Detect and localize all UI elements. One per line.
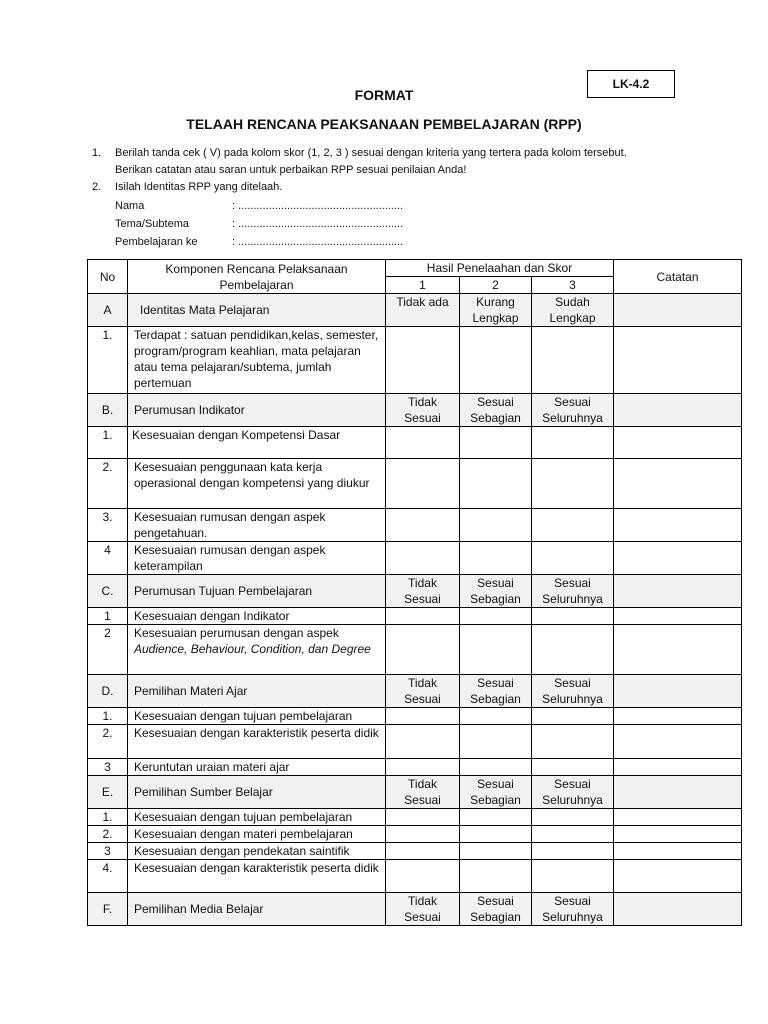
score-cell-3[interactable] (532, 542, 614, 575)
catatan-cell[interactable] (614, 575, 742, 608)
score-cell-3[interactable] (532, 427, 614, 459)
catatan-cell[interactable] (614, 843, 742, 860)
item-criterion (128, 459, 386, 509)
item-text: Kesesuaian dengan karakteristik peserta didik (134, 861, 379, 875)
item-criterion (128, 826, 386, 843)
score-cell-1[interactable] (386, 725, 460, 759)
score-cell-2[interactable] (460, 843, 532, 860)
score-cell-1[interactable] (386, 625, 460, 675)
score-cell-1[interactable] (386, 809, 460, 826)
item-number: 2. (88, 459, 128, 509)
item-criterion (128, 759, 386, 776)
page-title: FORMAT (354, 87, 414, 103)
score-cell-3[interactable] (532, 625, 614, 675)
item-criterion (128, 860, 386, 893)
table-row (88, 327, 742, 394)
item-number: 1 (88, 608, 128, 625)
header-score-2: 2 (460, 277, 532, 294)
item-text: Terdapat : satuan pendidikan,kelas, semester, program/program keahlian, mata pelajaran atau tema pelajaran/subtema, jumlah pertemuan (134, 328, 379, 390)
header-catatan: Catatan (614, 260, 742, 294)
score-cell-3[interactable] (532, 459, 614, 509)
table-body (88, 294, 742, 926)
section-row (88, 893, 742, 926)
score-cell-2[interactable] (460, 608, 532, 625)
item-criterion (128, 608, 386, 625)
instructions (92, 145, 732, 251)
table-row (88, 809, 742, 826)
section-title: Perumusan Indikator (128, 394, 386, 427)
score-cell-3[interactable] (532, 759, 614, 776)
catatan-cell[interactable] (614, 759, 742, 776)
item-text: Kesesuaian rumusan dengan aspek keterampilan (134, 543, 326, 573)
item-text: Keruntutan uraian materi ajar (134, 760, 290, 774)
section-title: Identitas Mata Pelajaran (128, 294, 386, 327)
item-text: Kesesuaian dengan tujuan pembelajaran (134, 709, 353, 723)
score-cell-1[interactable] (386, 759, 460, 776)
identity-field-pembelajaran[interactable] (92, 233, 732, 251)
item-text: Kesesuaian dengan karakteristik peserta didik (134, 726, 379, 740)
item-number: 3. (88, 509, 128, 542)
identity-field-tema[interactable] (92, 215, 732, 233)
table-row (88, 427, 742, 459)
catatan-cell[interactable] (614, 542, 742, 575)
table-row (88, 826, 742, 843)
page-subtitle: TELAAH RENCANA PEAKSANAAN PEMBELAJARAN (RPP) (186, 116, 582, 132)
item-number: 1. (88, 327, 128, 394)
item-text: Kesesuaian dengan materi pembelajaran (134, 827, 353, 841)
score-label-3: Sesuai Seluruhnya (532, 893, 614, 926)
table-row (88, 542, 742, 575)
field-label: Tema/Subtema (115, 218, 189, 230)
score-cell-1[interactable] (386, 509, 460, 542)
catatan-cell[interactable] (614, 826, 742, 843)
header-komponen: Komponen Rencana Pelaksanaan Pembelajaran (128, 260, 386, 294)
item-number: 3 (88, 759, 128, 776)
item-criterion (128, 625, 386, 675)
item-criterion (128, 509, 386, 542)
field-blank[interactable]: : ...................................................... (232, 200, 404, 212)
score-cell-1[interactable] (386, 860, 460, 893)
instruction-text: Isilah Identitas RPP yang ditelaah. (115, 181, 283, 193)
score-cell-2[interactable] (460, 759, 532, 776)
score-cell-2[interactable] (460, 327, 532, 394)
score-label-1: Tidak Sesuai (386, 575, 460, 608)
score-cell-2[interactable] (460, 459, 532, 509)
item-criterion (128, 708, 386, 725)
item-text: Kesesuaian perumusan dengan aspek (134, 626, 339, 640)
score-cell-3[interactable] (532, 809, 614, 826)
score-cell-2[interactable] (460, 509, 532, 542)
score-cell-1[interactable] (386, 608, 460, 625)
catatan-cell[interactable] (614, 509, 742, 542)
score-label-2: Sesuai Sebagian (460, 893, 532, 926)
score-label-2: Sesuai Sebagian (460, 675, 532, 708)
score-cell-3[interactable] (532, 327, 614, 394)
score-cell-2[interactable] (460, 542, 532, 575)
header-score-1: 1 (386, 277, 460, 294)
item-text: Kesesuaian dengan Indikator (134, 609, 290, 623)
header-no: No (88, 260, 128, 294)
instruction-item (92, 145, 732, 162)
score-label-3: Sudah Lengkap (532, 294, 614, 327)
score-label-3: Sesuai Seluruhnya (532, 394, 614, 427)
catatan-cell[interactable] (614, 459, 742, 509)
table-row (88, 843, 742, 860)
score-cell-1[interactable] (386, 427, 460, 459)
section-row (88, 294, 742, 327)
field-label: Nama (115, 200, 145, 212)
score-cell-3[interactable] (532, 509, 614, 542)
field-blank[interactable]: : ...................................................... (232, 218, 404, 230)
score-cell-2[interactable] (460, 725, 532, 759)
identity-field-nama[interactable] (92, 197, 732, 215)
section-letter: C. (88, 575, 128, 608)
score-label-3: Sesuai Seluruhnya (532, 776, 614, 809)
item-criterion (128, 542, 386, 575)
item-text: Kesesuaian rumusan dengan aspek pengetahuan. (134, 510, 326, 540)
catatan-cell[interactable] (614, 708, 742, 725)
table-row (88, 708, 742, 725)
score-label-2: Sesuai Sebagian (460, 575, 532, 608)
score-label-3: Sesuai Seluruhnya (532, 575, 614, 608)
score-cell-2[interactable] (460, 860, 532, 893)
score-cell-3[interactable] (532, 725, 614, 759)
section-row (88, 776, 742, 809)
score-cell-2[interactable] (460, 625, 532, 675)
score-cell-1[interactable] (386, 826, 460, 843)
section-title: Pemilihan Sumber Belajar (128, 776, 386, 809)
score-label-1: Tidak Sesuai (386, 394, 460, 427)
score-cell-1[interactable] (386, 542, 460, 575)
score-cell-3[interactable] (532, 608, 614, 625)
item-number: 2. (88, 725, 128, 759)
score-cell-3[interactable] (532, 843, 614, 860)
score-cell-2[interactable] (460, 826, 532, 843)
score-cell-2[interactable] (460, 708, 532, 725)
table-row (88, 625, 742, 675)
instruction-number: 1. (92, 147, 102, 159)
catatan-cell[interactable] (614, 675, 742, 708)
field-label: Pembelajaran ke (115, 236, 198, 248)
header-score-3: 3 (532, 277, 614, 294)
item-criterion (128, 427, 386, 459)
score-label-1: Tidak Sesuai (386, 675, 460, 708)
item-number: 2. (88, 826, 128, 843)
catatan-cell[interactable] (614, 394, 742, 427)
score-label-2: Sesuai Sebagian (460, 776, 532, 809)
table-row (88, 759, 742, 776)
catatan-cell[interactable] (614, 294, 742, 327)
item-number: 1. (88, 809, 128, 826)
item-number: 3 (88, 843, 128, 860)
catatan-cell[interactable] (614, 427, 742, 459)
section-letter: B. (88, 394, 128, 427)
catatan-cell[interactable] (614, 608, 742, 625)
score-cell-1[interactable] (386, 459, 460, 509)
score-cell-3[interactable] (532, 860, 614, 893)
catatan-cell[interactable] (614, 725, 742, 759)
score-label-1: Tidak ada (386, 294, 460, 327)
section-row (88, 575, 742, 608)
item-text: Kesesuaian dengan tujuan pembelajaran (134, 810, 353, 824)
table-row (88, 608, 742, 625)
score-cell-1[interactable] (386, 327, 460, 394)
item-criterion (128, 843, 386, 860)
section-title: Perumusan Tujuan Pembelajaran (128, 575, 386, 608)
instruction-item (92, 179, 732, 196)
item-number: 1. (88, 427, 128, 459)
item-text: Kesesuaian dengan pendekatan saintifik (134, 844, 350, 858)
item-number: 1. (88, 708, 128, 725)
score-label-1: Tidak Sesuai (386, 893, 460, 926)
item-text: Kesesuaian penggunaan kata kerja operasional dengan kompetensi yang diukur (134, 460, 370, 490)
item-number: 2 (88, 625, 128, 675)
score-label-1: Tidak Sesuai (386, 776, 460, 809)
section-title: Pemilihan Media Belajar (128, 893, 386, 926)
score-label-3: Sesuai Seluruhnya (532, 675, 614, 708)
score-cell-3[interactable] (532, 708, 614, 725)
item-text-italic: Audience, Behaviour, Condition, dan Degree (134, 642, 371, 656)
catatan-cell[interactable] (614, 893, 742, 926)
item-criterion (128, 327, 386, 394)
score-cell-3[interactable] (532, 826, 614, 843)
section-letter: A (88, 294, 128, 327)
instruction-continuation: Berikan catatan atau saran untuk perbaikan RPP sesuai penilaian Anda! (115, 164, 467, 176)
item-text: Kesesuaian dengan Kompetensi Dasar (132, 428, 341, 442)
section-letter: D. (88, 675, 128, 708)
instruction-number: 2. (92, 181, 102, 193)
score-cell-2[interactable] (460, 427, 532, 459)
review-table (87, 259, 742, 926)
catatan-cell[interactable] (614, 860, 742, 893)
table-header-row (88, 260, 742, 277)
field-blank[interactable]: : ...................................................... (232, 236, 404, 248)
score-cell-1[interactable] (386, 843, 460, 860)
score-cell-1[interactable] (386, 708, 460, 725)
catatan-cell[interactable] (614, 776, 742, 809)
section-letter: F. (88, 893, 128, 926)
section-title: Pemilihan Materi Ajar (128, 675, 386, 708)
table-row (88, 459, 742, 509)
document-code: LK-4.2 (612, 77, 650, 91)
catatan-cell[interactable] (614, 625, 742, 675)
section-letter: E. (88, 776, 128, 809)
score-label-2: Kurang Lengkap (460, 294, 532, 327)
instruction-text: Berilah tanda cek ( V) pada kolom skor (1, 2, 3 ) sesuai dengan kriteria yang tertera pada kolom tersebut. (115, 147, 627, 159)
item-criterion (128, 725, 386, 759)
section-row (88, 675, 742, 708)
score-label-2: Sesuai Sebagian (460, 394, 532, 427)
catatan-cell[interactable] (614, 809, 742, 826)
item-criterion (128, 809, 386, 826)
section-row (88, 394, 742, 427)
header-hasil: Hasil Penelaahan dan Skor (386, 260, 614, 277)
table-row (88, 860, 742, 893)
table-row (88, 509, 742, 542)
score-cell-2[interactable] (460, 809, 532, 826)
item-number: 4 (88, 542, 128, 575)
item-number: 4. (88, 860, 128, 893)
table-row (88, 725, 742, 759)
catatan-cell[interactable] (614, 327, 742, 394)
identity-fields (92, 197, 732, 251)
